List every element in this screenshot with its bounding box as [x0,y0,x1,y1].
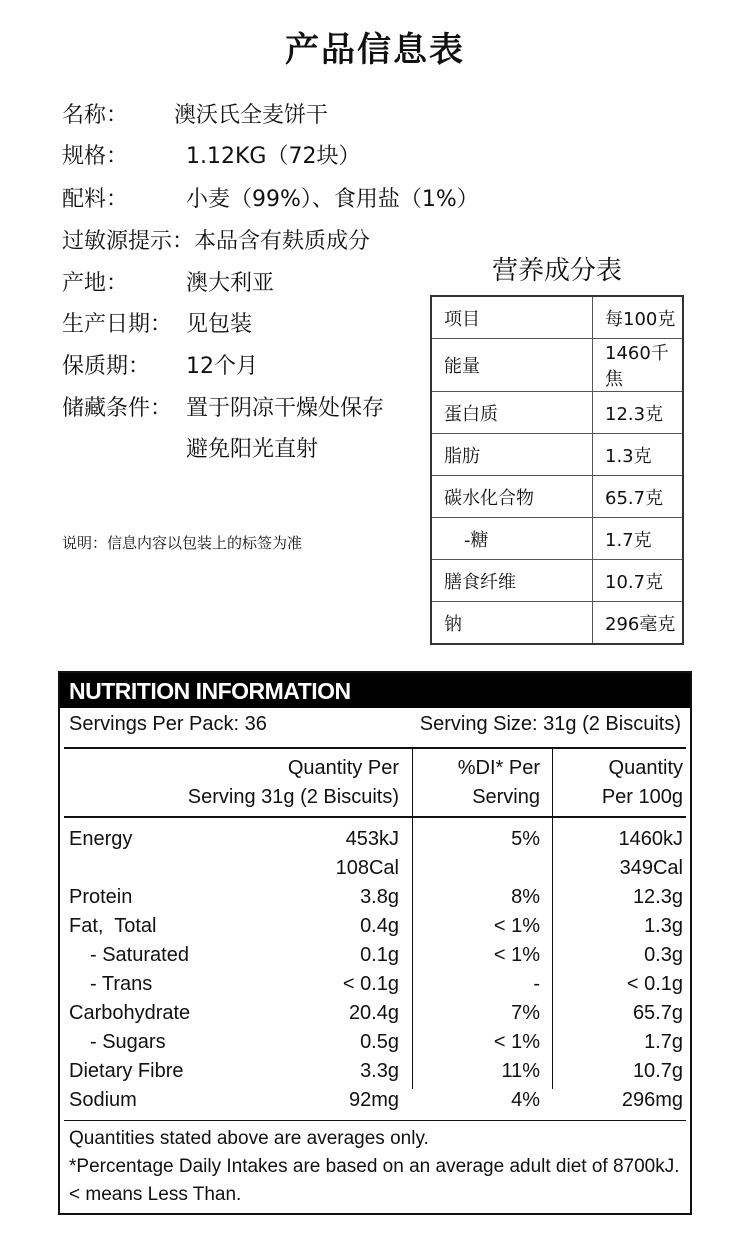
table-row [60,1057,690,1086]
divider [64,1120,686,1121]
nutrient-name: Protein [69,886,133,908]
col-header-di [458,754,540,812]
table-row [431,296,683,339]
table-row [60,1028,690,1057]
qty-per-serving: 3.3g [360,1060,399,1082]
col-header-line: Per 100g [601,786,683,808]
qty-per-100g: 349Cal [619,857,683,879]
col-header-line: Serving 31g (2 Biscuits) [187,786,399,808]
table-row [431,339,683,392]
table-row [60,970,690,999]
info-row-shelf-life [62,349,258,385]
table-cell: 1.3克 [593,434,684,476]
qty-per-serving: 92mg [348,1089,399,1111]
table-row [60,912,690,941]
table-row [60,941,690,970]
table-cell: 12.3克 [593,392,684,434]
divider [64,747,686,749]
nutrient-name: Sodium [69,1089,137,1111]
info-label: 储藏条件： [62,396,173,421]
info-label: 生产日期： [62,312,173,337]
qty-per-100g: 0.3g [644,944,683,966]
info-label: 配料： [62,187,129,212]
qty-per-100g: 65.7g [632,1002,683,1024]
table-row [431,518,683,560]
col-header-line: Serving [472,786,540,808]
table-cell: 碳水化合物 [431,476,593,518]
col-header-line: Quantity [608,757,683,779]
note-text: 说明：信息内容以包装上的标签为准 [62,534,303,552]
qty-per-100g: 1460kJ [618,828,683,850]
info-row-spec [62,139,360,175]
info-row-name [62,98,328,134]
info-row-allergen [62,224,370,260]
page-title: 产品信息表 [285,30,465,70]
di-per-serving: 8% [511,886,540,908]
qty-per-100g: 1.7g [644,1031,683,1053]
nutrition-cn-title: 营养成分表 [491,256,622,286]
col-header-per-serving [188,754,399,812]
nutrient-name: Carbohydrate [69,1002,191,1024]
qty-per-100g: 1.3g [644,915,683,937]
info-value: 小麦（99%）、食用盐（1%） [186,187,479,212]
table-cell: 蛋白质 [431,392,593,434]
table-cell: 膳食纤维 [431,560,593,602]
qty-per-serving: 3.8g [360,886,399,908]
nutrition-cn-table [430,295,684,645]
qty-per-serving: 20.4g [348,1002,399,1024]
nutrient-name: Energy [69,828,133,850]
nutrient-name: Dietary Fibre [69,1060,184,1082]
table-cell: 能量 [431,339,593,392]
qty-per-serving: 0.5g [360,1031,399,1053]
table-cell: 296毫克 [593,602,684,645]
di-per-serving: < 1% [493,944,540,966]
nutrition-information-panel [58,671,692,1215]
servings-row [69,713,681,743]
nutrient-name: Fat, Total [69,915,157,937]
info-label: 名称： [62,103,129,128]
di-per-serving: 7% [511,1002,540,1024]
nutrient-name: - Trans [90,973,153,995]
table-row [60,825,690,854]
table-row [431,560,683,602]
col-header-line: %DI* Per [457,757,540,779]
table-cell: 脂肪 [431,434,593,476]
table-row [60,1086,690,1115]
qty-per-100g: 12.3g [632,886,683,908]
table-cell: 1.7克 [593,518,684,560]
table-cell: 每100克 [593,296,684,339]
table-row [431,602,683,645]
info-row-storage [62,391,384,427]
serving-size: Serving Size: 31g (2 Biscuits) [419,713,681,735]
di-per-serving: - [533,973,540,995]
table-row [431,434,683,476]
info-value: 置于阴凉干燥处保存 [186,396,385,421]
table-cell: 1460千焦 [593,339,684,392]
storage-line-2: 避免阳光直射 [186,437,319,462]
info-label: 规格： [62,144,129,169]
table-row [431,476,683,518]
di-per-serving: < 1% [493,1031,540,1053]
table-cell: -糖 [431,518,593,560]
info-label: 产地： [62,271,129,296]
footnote: *Percentage Daily Intakes are based on an average adult diet of 8700kJ. [69,1156,680,1177]
col-header-per-100g [602,754,683,812]
table-cell: 10.7克 [593,560,684,602]
table-cell: 65.7克 [593,476,684,518]
nutrient-name: - Saturated [90,944,189,966]
info-row-origin [62,266,274,302]
info-value: 12个月 [186,354,258,379]
info-value: 澳沃氏全麦饼干 [174,103,329,128]
footnote: Quantities stated above are averages only. [69,1128,429,1149]
col-header-line: Quantity Per [287,757,399,779]
table-row [431,392,683,434]
info-label: 保质期： [62,354,151,379]
info-row-ingredients [62,182,479,218]
info-label: 过敏源提示： [62,229,195,254]
nutrient-name: - Sugars [90,1031,166,1053]
table-cell: 项目 [431,296,593,339]
di-per-serving: 11% [501,1060,540,1082]
qty-per-100g: 296mg [621,1089,683,1111]
info-value: 1.12KG（72块） [186,144,361,169]
table-row [60,854,690,883]
info-value: 澳大利亚 [186,271,275,296]
qty-per-100g: < 0.1g [626,973,683,995]
qty-per-serving: < 0.1g [342,973,399,995]
info-value: 见包装 [186,312,253,337]
nutrition-panel-title: NUTRITION INFORMATION [60,673,690,708]
qty-per-serving: 0.4g [360,915,399,937]
qty-per-serving: 0.1g [360,944,399,966]
servings-per-pack: Servings Per Pack: 36 [69,713,267,735]
qty-per-serving: 108Cal [335,857,399,879]
qty-per-100g: 10.7g [632,1060,683,1082]
di-per-serving: 4% [511,1089,540,1111]
footnote: < means Less Than. [69,1184,242,1205]
table-row [60,883,690,912]
info-row-production-date [62,307,252,343]
divider [64,816,686,818]
info-value: 本品含有麸质成分 [194,229,371,254]
table-cell: 钠 [431,602,593,645]
qty-per-serving: 453kJ [345,828,399,850]
table-row [60,999,690,1028]
di-per-serving: < 1% [493,915,540,937]
di-per-serving: 5% [511,828,540,850]
